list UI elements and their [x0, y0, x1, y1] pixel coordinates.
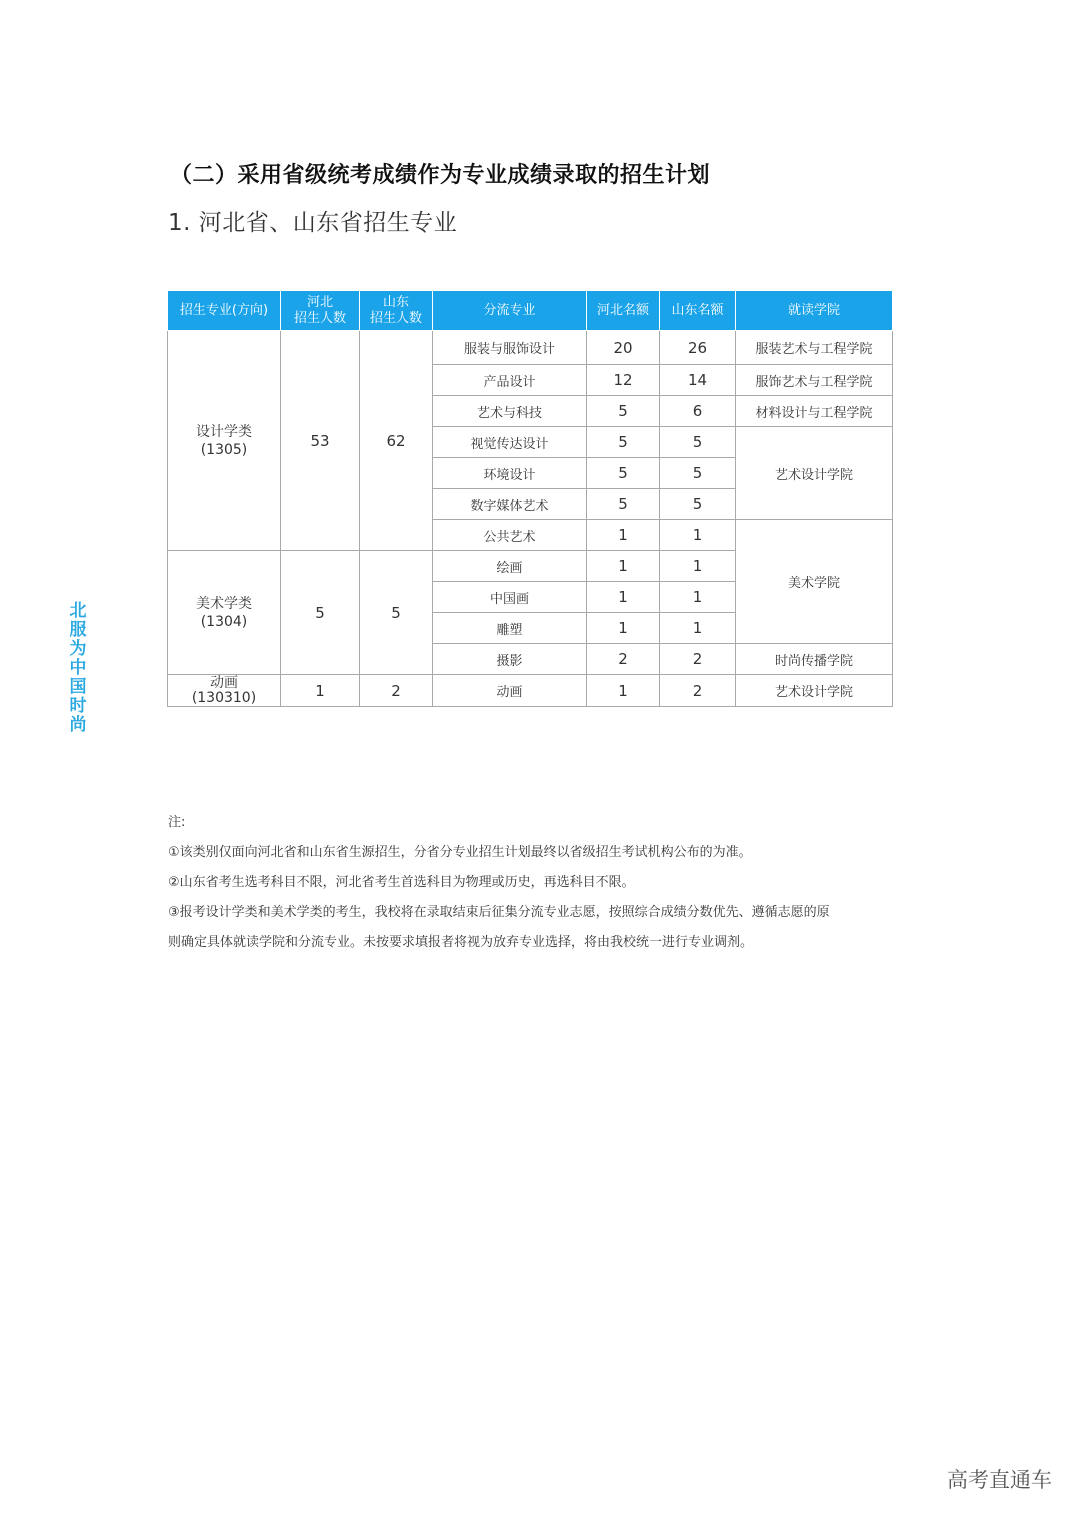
hebei-quota-cell: 1 [587, 613, 660, 644]
enrollment-plan-table [167, 290, 893, 707]
group-cell [168, 331, 281, 551]
group-cell [168, 551, 281, 675]
shandong-quota-cell: 1 [660, 551, 736, 582]
sub-major-cell: 中国画 [433, 582, 587, 613]
sub-major-cell: 艺术与科技 [433, 396, 587, 427]
group-hebei-total: 5 [281, 551, 360, 675]
shandong-quota-cell: 5 [660, 458, 736, 489]
table-row [168, 675, 893, 707]
sub-major-cell: 产品设计 [433, 365, 587, 396]
college-cell: 艺术设计学院 [736, 675, 893, 707]
sub-title: 1. 河北省、山东省招生专业 [168, 210, 458, 236]
header-major: 招生专业(方向) [168, 291, 281, 331]
hebei-quota-cell: 20 [587, 331, 660, 365]
shandong-quota-cell: 1 [660, 613, 736, 644]
header-sub-major: 分流专业 [433, 291, 587, 331]
header-college: 就读学院 [736, 291, 893, 331]
table-row [168, 331, 893, 365]
watermark: 高考直通车 [947, 1468, 1052, 1492]
note-item: ①该类别仅面向河北省和山东省生源招生，分省分专业招生计划最终以省级招生考试机构公布的为准。 [168, 845, 752, 860]
group-name: 设计学类 [196, 423, 252, 440]
hebei-quota-cell: 5 [587, 458, 660, 489]
group-code: (1304) [200, 613, 248, 630]
sub-major-cell: 环境设计 [433, 458, 587, 489]
sub-major-cell: 服装与服饰设计 [433, 331, 587, 365]
hebei-quota-cell: 1 [587, 675, 660, 707]
side-label: 北服为中国时尚 [69, 601, 87, 735]
shandong-quota-cell: 14 [660, 365, 736, 396]
hebei-quota-cell: 5 [587, 396, 660, 427]
note-item: ②山东省考生选考科目不限，河北省考生首选科目为物理或历史，再选科目不限。 [168, 875, 635, 890]
sub-major-cell: 公共艺术 [433, 520, 587, 551]
notes [168, 808, 908, 958]
table-header-row [168, 291, 893, 331]
college-cell: 时尚传播学院 [736, 644, 893, 675]
sub-major-cell: 绘画 [433, 551, 587, 582]
shandong-quota-cell: 2 [660, 644, 736, 675]
header-shandong-total-line1: 山东 [382, 294, 409, 310]
sub-major-cell: 视觉传达设计 [433, 427, 587, 458]
group-shandong-total: 62 [360, 331, 433, 551]
college-cell: 美术学院 [736, 520, 893, 644]
college-cell: 服装艺术与工程学院 [736, 331, 893, 365]
shandong-quota-cell: 5 [660, 427, 736, 458]
header-hebei-total-line1: 河北 [306, 294, 333, 310]
note-item: 则确定具体就读学院和分流专业。未按要求填报者将视为放弃专业选择，将由我校统一进行专业调剂。 [168, 935, 754, 950]
note-item: ③报考设计学类和美术学类的考生，我校将在录取结束后征集分流专业志愿，按照综合成绩分数优先、遵循志愿的原 [168, 905, 830, 920]
group-shandong-total: 2 [360, 675, 433, 707]
shandong-quota-cell: 1 [660, 520, 736, 551]
hebei-quota-cell: 5 [587, 427, 660, 458]
hebei-quota-cell: 1 [587, 520, 660, 551]
group-hebei-total: 1 [281, 675, 360, 707]
sub-major-cell: 摄影 [433, 644, 587, 675]
hebei-quota-cell: 1 [587, 582, 660, 613]
hebei-quota-cell: 2 [587, 644, 660, 675]
header-shandong-quota: 山东名额 [660, 291, 736, 331]
group-hebei-total: 53 [281, 331, 360, 551]
sub-major-cell: 数字媒体艺术 [433, 489, 587, 520]
group-name: 动画 [210, 674, 238, 691]
college-cell: 艺术设计学院 [736, 427, 893, 520]
hebei-quota-cell: 5 [587, 489, 660, 520]
shandong-quota-cell: 26 [660, 331, 736, 365]
group-name: 美术学类 [196, 595, 252, 612]
college-cell: 服饰艺术与工程学院 [736, 365, 893, 396]
group-shandong-total: 5 [360, 551, 433, 675]
header-shandong-total-line2: 招生人数 [369, 310, 422, 326]
section-title: （二）采用省级统考成绩作为专业成绩录取的招生计划 [170, 163, 711, 188]
group-code: (130310) [191, 689, 257, 706]
shandong-quota-cell: 2 [660, 675, 736, 707]
sub-major-cell: 雕塑 [433, 613, 587, 644]
shandong-quota-cell: 6 [660, 396, 736, 427]
header-hebei-total-line2: 招生人数 [293, 310, 346, 326]
hebei-quota-cell: 1 [587, 551, 660, 582]
college-cell: 材料设计与工程学院 [736, 396, 893, 427]
header-hebei-total [281, 291, 360, 331]
shandong-quota-cell: 5 [660, 489, 736, 520]
header-hebei-quota: 河北名额 [587, 291, 660, 331]
hebei-quota-cell: 12 [587, 365, 660, 396]
shandong-quota-cell: 1 [660, 582, 736, 613]
notes-heading: 注: [168, 815, 186, 830]
group-cell [168, 675, 281, 707]
header-shandong-total [360, 291, 433, 331]
group-code: (1305) [200, 441, 248, 458]
sub-major-cell: 动画 [433, 675, 587, 707]
